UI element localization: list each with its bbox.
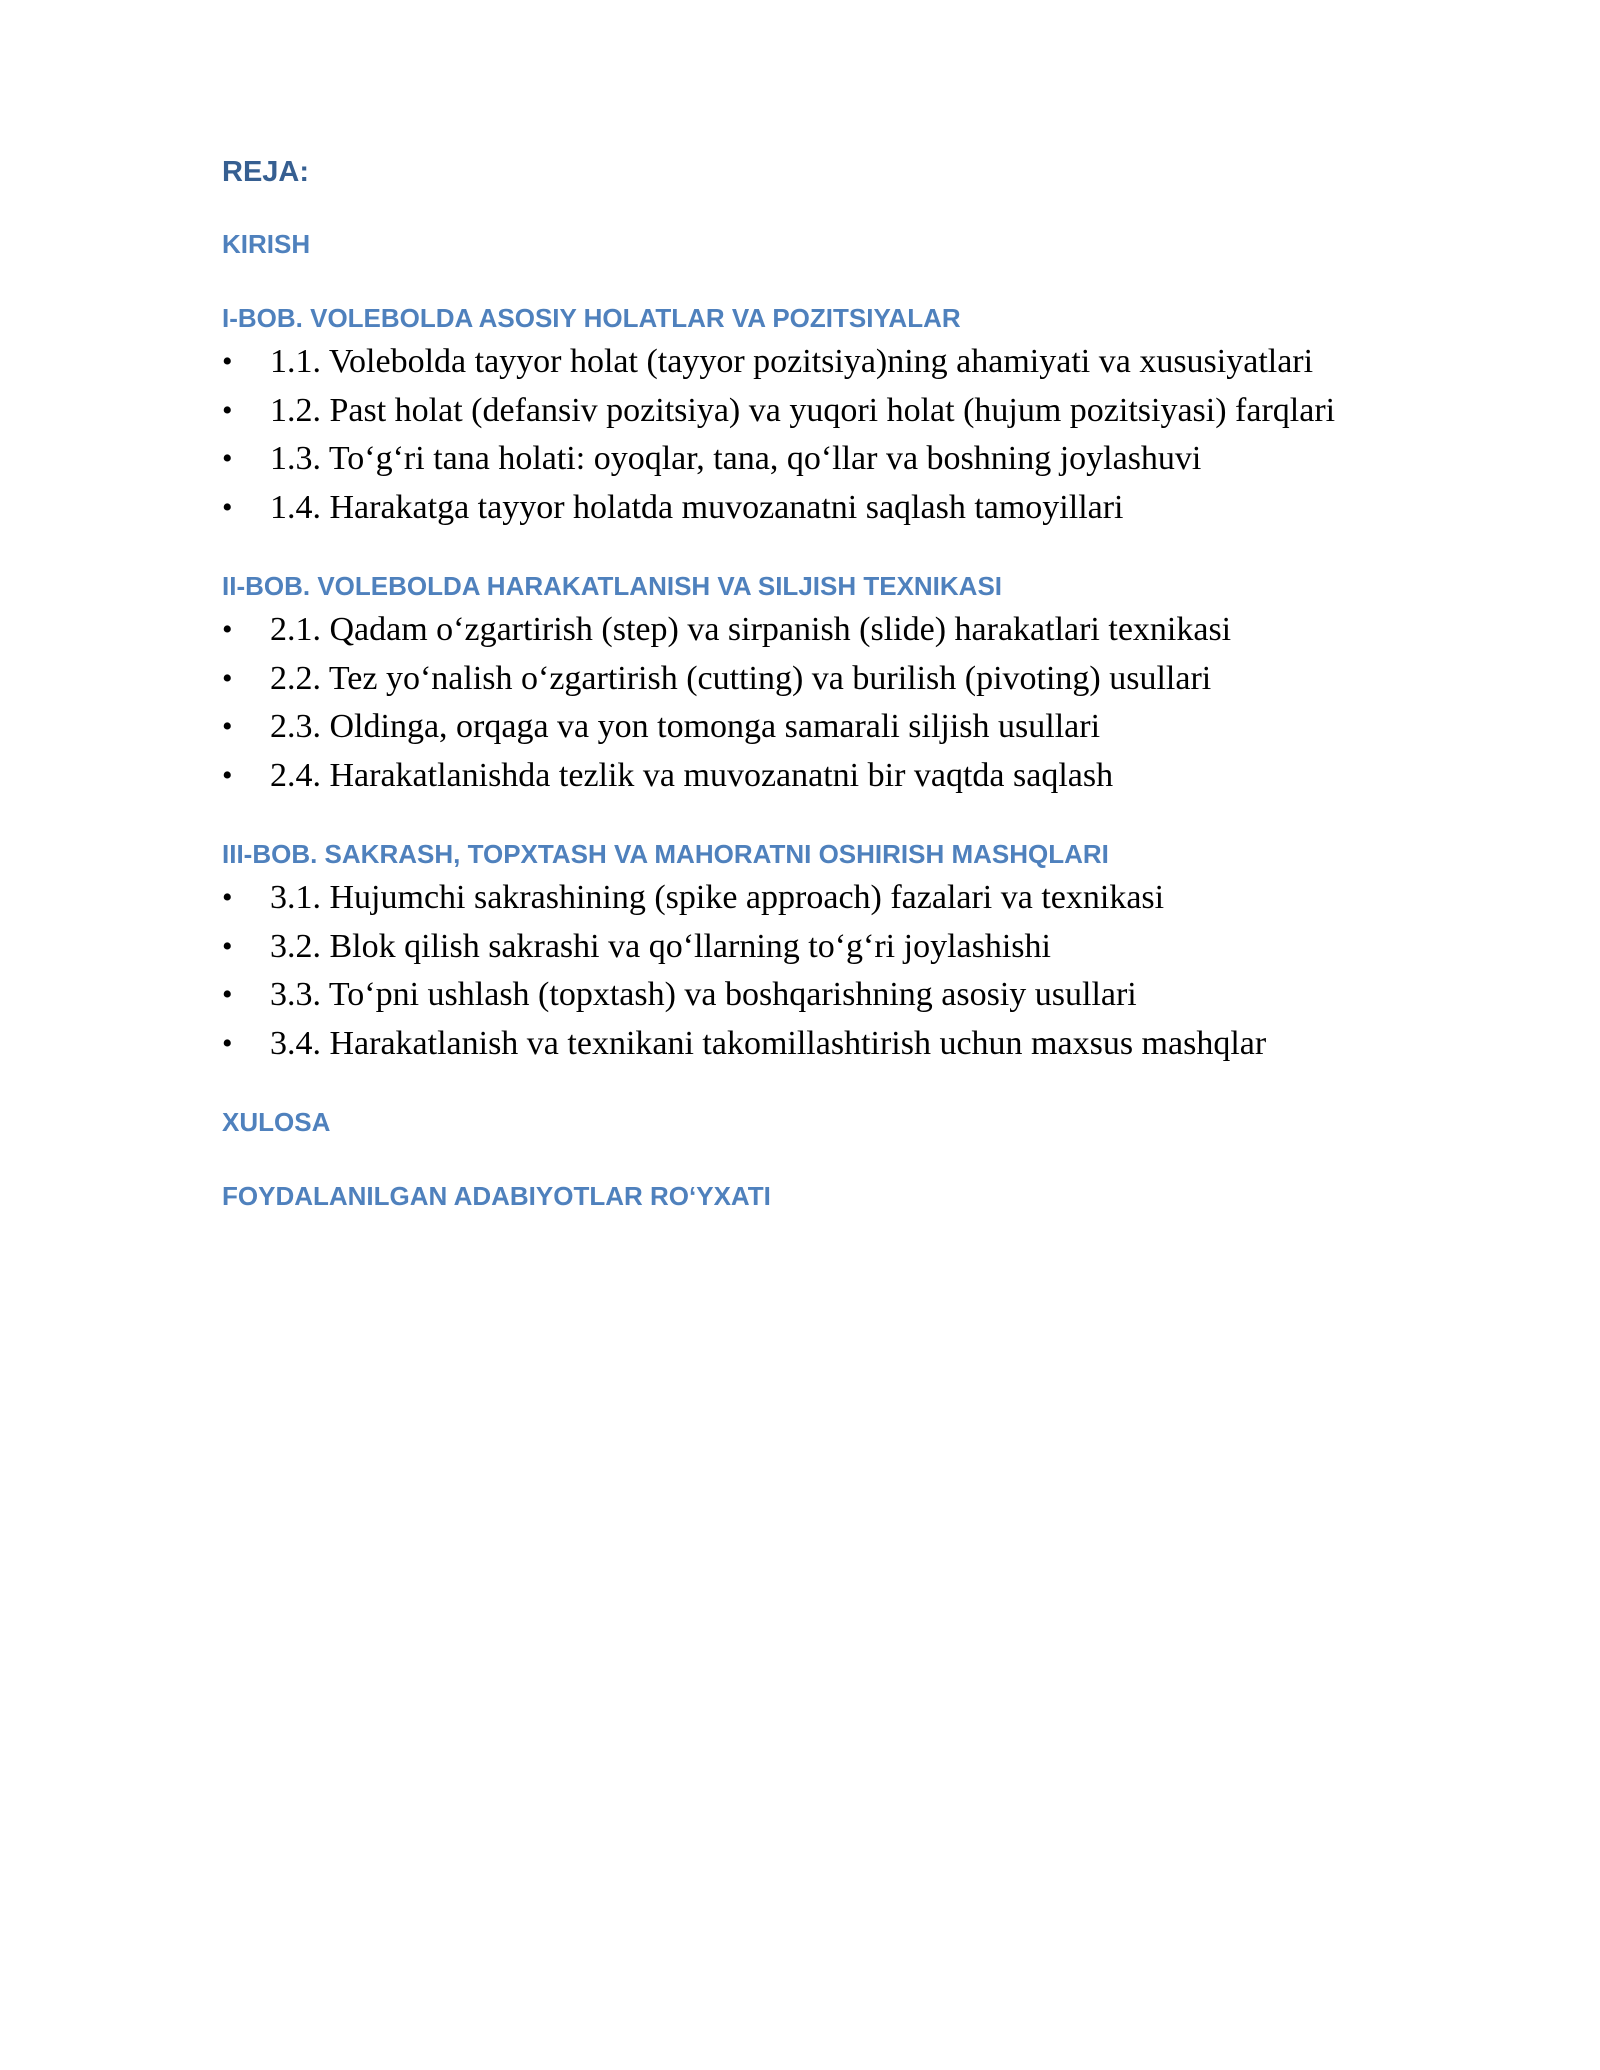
- bullet-icon: •: [222, 490, 233, 524]
- chapter-1-list: [222, 338, 1422, 532]
- list-item: [222, 606, 1422, 655]
- chapter-3-list: [222, 874, 1422, 1068]
- bullet-icon: •: [222, 881, 233, 914]
- list-item-text: 3.2. Blok qilish sakrashi va qo‘llarning to‘g‘ri joylashishi: [270, 927, 1051, 965]
- bullet-icon: •: [222, 929, 233, 963]
- list-item: [222, 484, 1422, 533]
- bullet-icon: •: [222, 710, 233, 743]
- chapter-3-title: III-BOB. SAKRASH, TOPXTASH VA MAHORATNI OSHIRISH MASHQLARI: [222, 839, 1109, 869]
- chapter-1-title: I-BOB. VOLEBOLDA ASOSIY HOLATLAR VA POZITSIYALAR: [222, 303, 961, 333]
- list-item-text: 3.4. Harakatlanish va texnikani takomillashtirish uchun maxsus mashqlar: [270, 1024, 1267, 1062]
- list-item-text: 2.1. Qadam o‘zgartirish (step) va sirpanish (slide) harakatlari texnikasi: [270, 611, 1232, 648]
- heading-introduction: KIRISH: [222, 229, 311, 259]
- heading-references: FOYDALANILGAN ADABIYOTLAR RO‘YXATI: [222, 1181, 771, 1211]
- list-item: [222, 874, 1422, 923]
- chapter-1: [222, 298, 1422, 532]
- list-item-text: 1.3. To‘g‘ri tana holati: oyoqlar, tana, qo‘llar va boshning joylashuvi: [270, 440, 1202, 477]
- bullet-icon: •: [222, 393, 233, 427]
- list-item-text: 2.3. Oldinga, orqaga va yon tomonga samarali siljish usullari: [270, 708, 1101, 745]
- chapter-2-list: [222, 606, 1422, 800]
- bullet-icon: •: [222, 978, 233, 1011]
- chapter-2: [222, 566, 1422, 800]
- list-item: [222, 703, 1422, 752]
- document-page: [222, 150, 1422, 1216]
- list-item: [222, 1020, 1422, 1069]
- list-item: [222, 971, 1422, 1020]
- list-item-text: 1.2. Past holat (defansiv pozitsiya) va yuqori holat (hujum pozitsiyasi) farqlari: [270, 391, 1336, 429]
- bullet-icon: •: [222, 442, 233, 475]
- bullet-icon: •: [222, 1026, 233, 1060]
- plan-title: REJA:: [222, 156, 310, 188]
- list-item: [222, 655, 1422, 704]
- list-item: [222, 387, 1422, 436]
- bullet-icon: •: [222, 345, 233, 378]
- bullet-icon: •: [222, 613, 233, 646]
- list-item-text: 1.1. Volebolda tayyor holat (tayyor pozitsiya)ning ahamiyati va xususiyatlari: [270, 343, 1314, 380]
- list-item-text: 2.2. Tez yo‘nalish o‘zgartirish (cutting) va burilish (pivoting) usullari: [270, 659, 1212, 697]
- list-item-text: 1.4. Harakatga tayyor holatda muvozanatni saqlash tamoyillari: [270, 488, 1124, 526]
- list-item: [222, 923, 1422, 972]
- list-item-text: 2.4. Harakatlanishda tezlik va muvozanatni bir vaqtda saqlash: [270, 756, 1114, 794]
- bullet-icon: •: [222, 661, 233, 695]
- heading-conclusion: XULOSA: [222, 1107, 331, 1137]
- bullet-icon: •: [222, 758, 233, 792]
- chapter-3: [222, 834, 1422, 1068]
- list-item-text: 3.1. Hujumchi sakrashining (spike approach) fazalari va texnikasi: [270, 879, 1165, 916]
- list-item: [222, 752, 1422, 801]
- chapter-2-title: II-BOB. VOLEBOLDA HARAKATLANISH VA SILJISH TEXNIKASI: [222, 571, 1003, 601]
- list-item-text: 3.3. To‘pni ushlash (topxtash) va boshqarishning asosiy usullari: [270, 976, 1137, 1013]
- list-item: [222, 338, 1422, 387]
- list-item: [222, 435, 1422, 484]
